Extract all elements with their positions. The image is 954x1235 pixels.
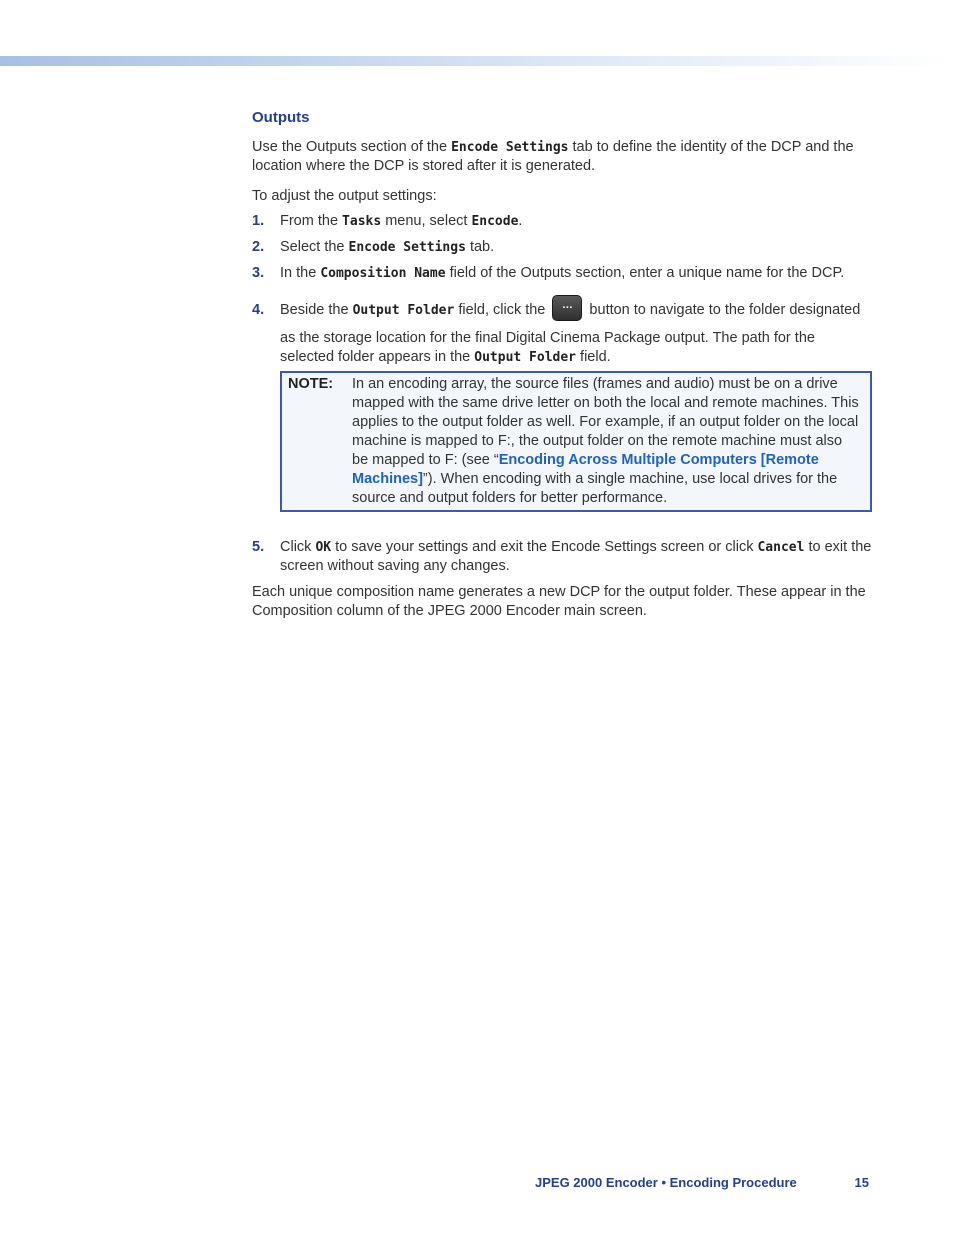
output-folder-code: Output Folder [474,350,577,365]
step-text: field. [576,349,611,365]
intro-text-1: Use the Outputs section of the [252,139,452,155]
step-number: 3. [252,265,265,281]
step-2 [252,238,872,257]
note-text-1: In an encoding array, the source files (frames and audio) must be on a drive mapped with the same drive letter on both the local and remote machines. This applies to the output folder as well. For example, if an output folder on the local machine is mapped to F:, the output folder on the remote machine must also be mapped to F: (see “ [352,376,859,468]
note-box [280,371,872,512]
page-number: 15 [854,1175,869,1190]
note-label: NOTE: [288,376,334,392]
note-text [352,375,862,508]
section-heading: Outputs [252,109,310,126]
step-number: 5. [252,539,265,555]
step-text: In the [280,265,321,281]
step-4 [252,301,872,512]
step-text: field of the Outputs section, enter a unique name for the DCP. [445,265,845,281]
header-gradient-band [0,56,954,66]
footer-title: JPEG 2000 Encoder • Encoding Procedure [535,1175,797,1190]
cancel-code: Cancel [757,540,805,555]
output-folder-code: Output Folder [352,303,455,318]
tasks-menu-code: Tasks [342,214,382,229]
ok-code: OK [315,540,332,555]
step-1 [252,212,872,231]
step-text: button to navigate to the folder designated as the storage location for the final Digital Cinema Package output. The path for the selected folder appears in the [280,302,861,365]
step-text: Click [280,539,316,555]
step-text: to exit the screen without saving any changes. [280,539,872,574]
lead-paragraph: To adjust the output settings: [252,188,437,204]
composition-name-code: Composition Name [320,266,446,281]
encode-settings-code: Encode Settings [451,140,569,155]
step-text: Select the [280,239,349,255]
step-text: . [518,213,523,229]
closing-paragraph: Each unique composition name generates a new DCP for the output folder. These appear in the Composition column of the JPEG 2000 Encoder main screen. [252,584,866,619]
step-3 [252,264,872,283]
step-text: menu, select [381,213,472,229]
remote-machines-link[interactable]: Encoding Across Multiple Computers [Remote Machines] [352,452,819,487]
encode-settings-code: Encode Settings [348,240,466,255]
page-content [252,108,872,632]
encode-code: Encode [471,214,519,229]
step-number: 1. [252,213,265,229]
step-text: Beside the [280,302,353,318]
intro-paragraph [252,138,872,176]
step-number: 4. [252,302,265,318]
step-text: field, click the [454,302,550,318]
step-5 [252,538,872,576]
step-text: to save your settings and exit the Encode Settings screen or click [331,539,758,555]
step-text: From the [280,213,343,229]
browse-ellipsis-button: … [552,295,582,321]
step-number: 2. [252,239,265,255]
steps-list [252,212,872,576]
step-text: tab. [465,239,495,255]
note-text-2: ”). When encoding with a single machine, use local drives for the source and output folders for better performance. [352,471,838,506]
intro-text-2: tab to define the identity of the DCP and the location where the DCP is stored after it is generated. [252,139,854,174]
